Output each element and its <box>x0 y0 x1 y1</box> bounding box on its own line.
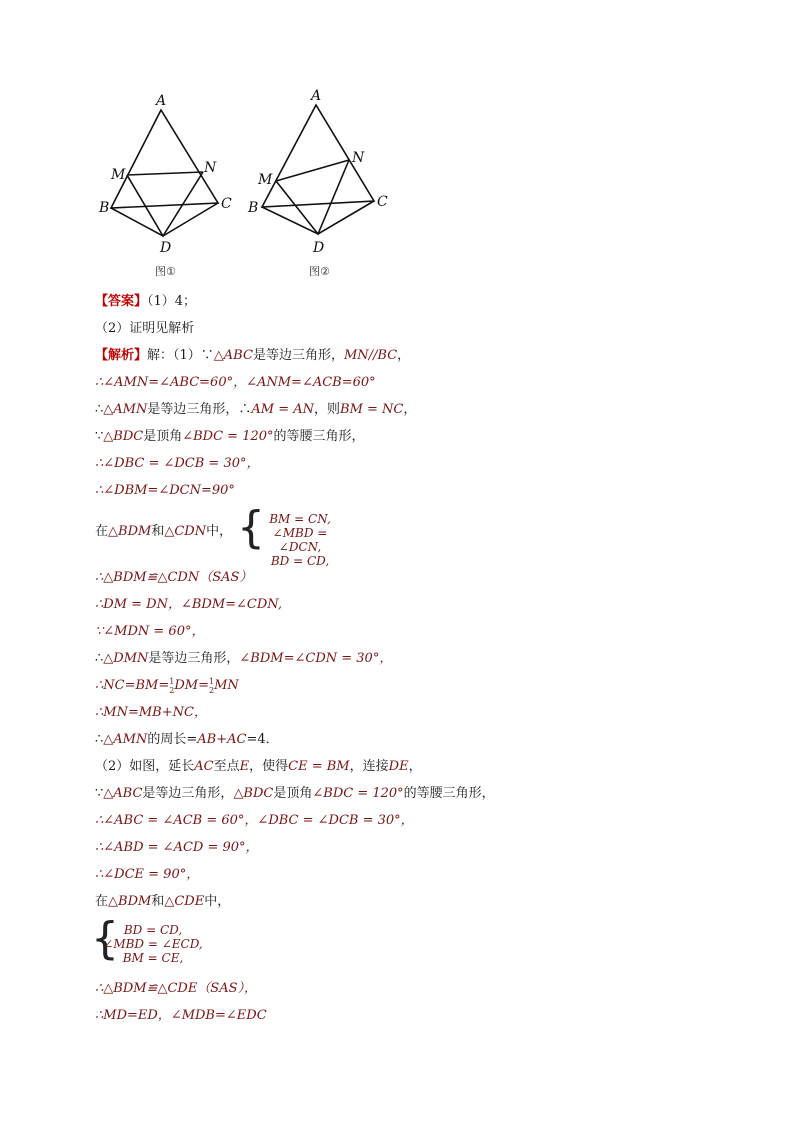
fig1-label-b: B <box>99 200 110 216</box>
text: ，使得 <box>249 759 289 774</box>
math: △BDC <box>233 786 274 801</box>
text: 至点 <box>213 759 240 774</box>
fig1-label-n: N <box>204 160 217 176</box>
text: 的等腰三角形， <box>273 429 365 444</box>
figure-2-lines <box>262 105 374 234</box>
system-row: BD = CD, <box>270 554 330 568</box>
math: △CDE <box>164 894 205 909</box>
analysis-line-18 <box>95 888 715 915</box>
analysis-line-15 <box>95 807 715 834</box>
text: ， <box>397 348 411 363</box>
text: 是等边三角形， <box>252 348 344 363</box>
text: ，连接 <box>349 759 389 774</box>
math: △BDC <box>103 429 144 444</box>
text: ∴ <box>95 732 104 747</box>
math: ∴DM = DN，∠BDM=∠CDN, <box>95 597 282 612</box>
fig2-caption: 图② <box>309 265 330 278</box>
math: ∴∠DCE = 90°， <box>95 867 200 882</box>
math: △BDM <box>108 524 152 539</box>
math: AB+AC <box>197 732 247 747</box>
answer-part2-line <box>95 315 715 342</box>
analysis-line-6 <box>95 477 715 504</box>
fig2-label-a: A <box>311 88 322 104</box>
solution-text <box>91 288 715 1029</box>
text: 是等边三角形， <box>142 786 234 801</box>
fig2-segment-mn <box>276 160 349 181</box>
math: ∴△BDM≌△CDE（SAS）， <box>95 981 258 996</box>
fig2-label-c: C <box>377 194 388 210</box>
fig1-caption: 图① <box>155 265 176 278</box>
math: △BDM <box>108 894 152 909</box>
fig1-segment-mn <box>127 172 203 175</box>
math: AC <box>194 759 214 774</box>
analysis-line-11 <box>95 672 715 699</box>
fig1-label-m: M <box>111 167 126 183</box>
math: DE <box>388 759 409 774</box>
math: △ABC <box>103 786 143 801</box>
figure-1-lines <box>111 110 218 236</box>
analysis-line-7 <box>95 564 715 591</box>
math: ∴NC=BM= <box>95 678 170 693</box>
math: △AMN <box>103 732 148 747</box>
system-1-rows <box>250 512 350 568</box>
text: ∴ <box>95 402 104 417</box>
system-1-lead <box>95 520 232 539</box>
analysis-line-1 <box>95 342 715 369</box>
text: ， <box>408 759 422 774</box>
math: ∠BDM=∠CDN = 30°， <box>239 651 393 666</box>
math: ∴∠DBC = ∠DCB = 30°， <box>95 456 260 471</box>
text: 在 <box>95 894 109 909</box>
math: ∴MD=ED，∠MDB=∠EDC <box>95 1008 267 1023</box>
math: DM= <box>174 678 209 693</box>
text: 中， <box>204 894 231 909</box>
analysis-line-4 <box>95 423 715 450</box>
analysis-line-3 <box>95 396 715 423</box>
fig2-label-b: B <box>248 200 259 216</box>
system-row: BD = CD, <box>123 923 183 937</box>
fig1-triangle-abc <box>111 110 218 208</box>
text: 是等边三角形， <box>148 651 240 666</box>
system-row: ∠MBD = ∠ECD, <box>103 937 203 951</box>
analysis-line-10 <box>95 645 715 672</box>
denominator: 2 <box>208 685 215 695</box>
math: △AMN <box>103 402 148 417</box>
analysis-line-9 <box>95 618 715 645</box>
text: 是顶角 <box>143 429 183 444</box>
analysis-line-19 <box>95 975 715 1002</box>
denominator: 2 <box>169 685 175 695</box>
analysis-line-12 <box>95 699 715 726</box>
system-row: BM = CE, <box>122 951 184 965</box>
math: BM = NC <box>340 402 404 417</box>
math: ∴∠ABD = ∠ACD = 90°， <box>95 840 259 855</box>
analysis-line-20 <box>95 1002 715 1029</box>
text: =4． <box>246 732 279 747</box>
math: ∵∠MDN = 60°， <box>95 624 205 639</box>
math: △ABC <box>213 348 253 363</box>
system-row: BM = CN, <box>269 512 331 526</box>
answer-part1: （1）4； <box>147 294 197 309</box>
text: ，则 <box>314 402 341 417</box>
analysis-line-2 <box>95 369 715 396</box>
math: ∴∠DBM=∠DCN=90° <box>95 483 235 498</box>
math: ∴∠AMN=∠ABC=60°，∠ANM=∠ACB=60° <box>95 375 376 390</box>
text: ， <box>403 402 417 417</box>
text: ∴ <box>95 651 104 666</box>
math: E <box>239 759 250 774</box>
math: CE = BM <box>288 759 350 774</box>
math: ∴MN=MB+NC， <box>95 705 207 720</box>
left-brace-icon: { <box>91 913 119 964</box>
text: 在 <box>95 524 109 539</box>
math: ∠BDC = 120° <box>312 786 404 801</box>
math: ∠BDC = 120° <box>182 429 274 444</box>
text: ∵ <box>95 429 104 444</box>
fig1-label-c: C <box>221 196 232 212</box>
fig1-label-a: A <box>156 93 167 109</box>
geometry-figures <box>90 88 410 283</box>
text: 和 <box>151 894 165 909</box>
math: ∴∠ABC = ∠ACB = 60°，∠DBC = ∠DCB = 30°， <box>95 813 414 828</box>
answer-line <box>95 288 715 315</box>
fig2-label-d: D <box>313 240 325 256</box>
system-2-rows <box>103 923 203 965</box>
text: 是顶角 <box>273 786 313 801</box>
analysis-line-14 <box>95 780 715 807</box>
text: 中， <box>206 524 233 539</box>
analysis-line-5 <box>95 450 715 477</box>
fig2-label-n: N <box>352 150 365 166</box>
text: 和 <box>151 524 165 539</box>
text: 的等腰三角形， <box>403 786 495 801</box>
math: MN <box>214 678 239 693</box>
analysis-line-8 <box>95 591 715 618</box>
text: （2）如图，延长 <box>95 759 195 774</box>
numerator: 1 <box>208 676 215 686</box>
analysis-line-17 <box>95 861 715 888</box>
text: 解：（1）∵ <box>147 348 214 363</box>
system-row: ∠MBD = ∠DCN, <box>272 526 328 554</box>
text: 的周长= <box>147 732 198 747</box>
part2-line <box>95 753 715 780</box>
math: AM = AN <box>251 402 314 417</box>
math: MN//BC <box>343 348 398 363</box>
analysis-line-13 <box>95 726 715 753</box>
text: ∵ <box>95 786 104 801</box>
analysis-line-16 <box>95 834 715 861</box>
fig2-label-m: M <box>258 172 273 188</box>
analysis-tag: 【解析】 <box>95 348 148 363</box>
numerator: 1 <box>169 676 175 686</box>
equation-system-1 <box>95 502 715 568</box>
math: △CDN <box>164 524 207 539</box>
fig1-label-d: D <box>160 240 172 256</box>
text: 是等边三角形，∴ <box>147 402 252 417</box>
answer-part2: （2）证明见解析 <box>95 321 195 336</box>
equation-system-2 <box>91 913 715 971</box>
figures-area <box>90 88 410 283</box>
left-brace-icon: { <box>237 502 265 553</box>
math: ∴△BDM≌△CDN（SAS） <box>95 570 253 585</box>
math: △DMN <box>103 651 149 666</box>
answer-tag: 【答案】 <box>95 294 148 309</box>
